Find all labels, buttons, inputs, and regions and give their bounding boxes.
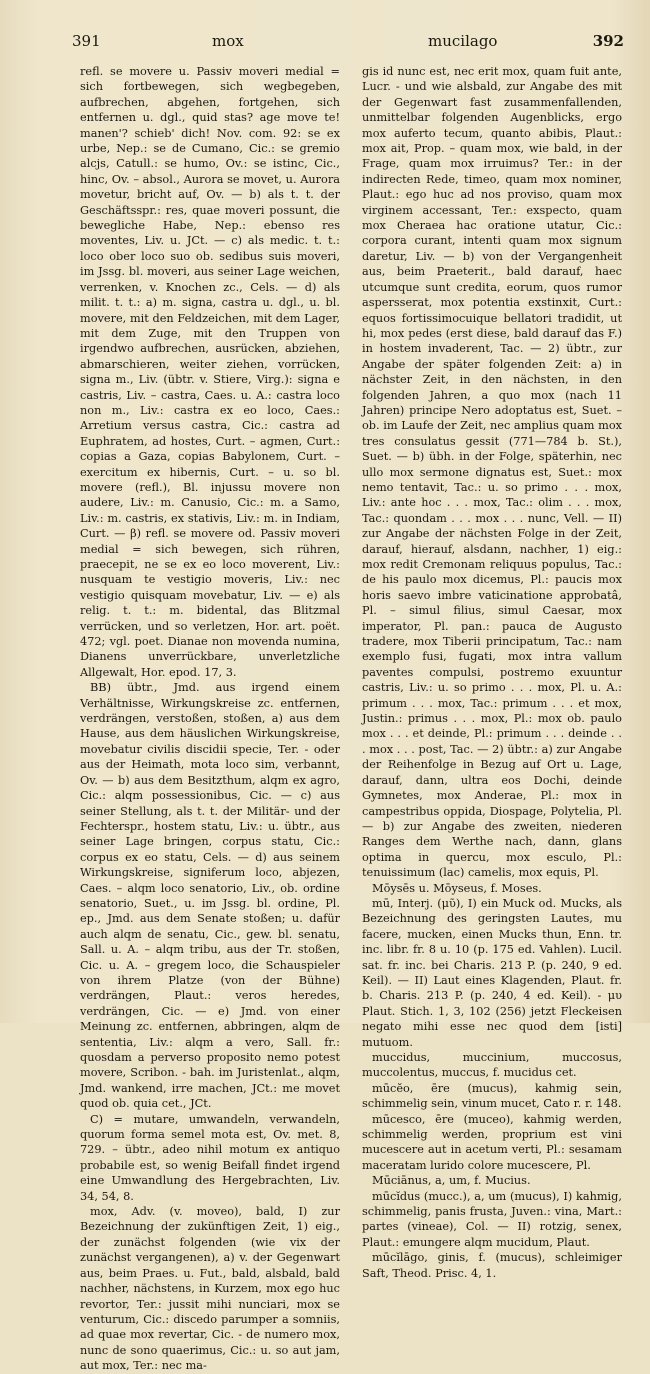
entry-mucidus: mūcĭdus (mucc.), a, um (mucus), I) kahmig, schimmelig, panis frusta, Juven.: vina, Mart.: partes (vineae), Col. — II) rotzig, senex, Plaut.: emungere alqm mucidum, Plaut.: [362, 1189, 622, 1249]
page-header: [72, 30, 624, 54]
entry-muceo: mūcĕo, ēre (mucus), kahmig sein, schimmelig sein, vinum mucet, Cato r. r. 148.: [362, 1081, 622, 1111]
entry-mucesco: mūcesco, ēre (muceo), kahmig werden, schimmelig werden, proprium est vini mucescere aut in acetum verti, Pl.: sesamam maceratam lurido colore mucescere, Pl.: [362, 1112, 622, 1172]
entry-continuation: gis id nunc est, nec erit mox, quam fuit ante, Lucr. - und wie alsbald, zur Angabe des mit der Gegenwart fast zusammenfallenden, unmittelbar folgenden Augenblicks, ergo mox auferto tecum, quanto abibis, Plaut.: mox ait, Prop. – quam mox, wie bald, in der Frage, quam mox irruimus? Ter.: in der indirecten Rede, timeo, quam mox nominer, Plaut.: ego huc ad nos proviso, quam mox virginem accessant, Ter.: exspecto, quam mox Cheraea hac oratione utatur, Cic.: corpora curant, intenti quam mox signum daretur, Liv. — b) von der Vergangenheit aus, beim Praeterit., bald darauf, haec utcumque sunt credita, eorum, quos rumor aspersserat, mox potentia exstinxit, Curt.: equos fortissimocuique bellatori tradidit, ut hi, mox pedes (erst diese, bald darauf das F.) in hostem invaderent, Tac. — 2) übtr., zur Angabe der später folgenden Zeit: a) in nächster Zeit, in den nächsten, in den folgenden Jahren, a quo mox (nach 11 Jahren) principe Nero adoptatus est, Suet. – ob. im Laufe der Zeit, nec amplius quam mox tres consulatus gessit (771—784 b. St.), Suet. — b) übh. in der Folge, späterhin, nec ullo mox sermone dignatus est, Suet.: mox nemo tentavit, Tac.: u. so primo . . . mox, Liv.: ante hoc . . . mox, Tac.: olim . . . mox, Tac.: quondam . . . mox . . . nunc, Vell. — II) zur Angabe der nächsten Folge in der Zeit, darauf, hierauf, alsdann, nachher, 1) eig.: mox redit Cremonam reliquus populus, Tac.: de his paulo mox dicemus, Pl.: paucis mox horis saevo imbre vaticinatione approbatâ, Pl. – simul filius, simul Caesar, mox imperator, Pl. pan.: pauca de Augusto tradere, mox Tiberii principatum, Tac.: nam exemplo fusi, fugati, mox intra vallum paventes compulsi, postremo exuuntur castris, Liv.: u. so primo . . . mox, Pl. u. A.: primum . . . mox, Tac.: primum . . . et mox, Justin.: primus . . . mox, Pl.: mox ob. paulo mox . . . et deinde, Pl.: primum . . . deinde . . . mox . . . post, Tac. — 2) übtr.: a) zur Angabe der Reihenfolge in Bezug auf Ort u. Lage, darauf, dann, ultra eos Dochi, deinde Gymnetes, mox Anderae, Pl.: mox in campestribus oppida, Diospage, Polytelia, Pl. — b) zur Angabe des zweiten, niederen Ranges dem Werthe nach, dann, glans optima in quercu, mox esculo, Pl.: tenuissimum (lac) camelis, mox equis, Pl.: [362, 65, 622, 880]
entry-muccidus: muccidus, muccinium, muccosus, muccolentus, muccus, f. mucidus cet.: [362, 1051, 622, 1080]
entry-paragraph: C) = mutare, umwandeln, verwandeln, quorum forma semel mota est, Ov. met. 8, 729. – übtr., adeo nihil motum ex antiquo probabile est, so wenig Beifall findet irgend eine Umwandlung des Hergebrachten, Liv. 34, 54, 8.: [80, 1112, 340, 1203]
page-number-right: 392: [592, 32, 624, 50]
right-column: [362, 64, 622, 1280]
entry-mucianus: Mūciānus, a, um, f. Mucius.: [372, 1174, 531, 1188]
entry-mox: mox, Adv. (v. moveo), bald, I) zur Bezeichnung der zukünftigen Zeit, 1) eig., der zunächst folgenden (wie vix der zunächst vergangenen), a) v. der Gegenwart aus, beim Praes. u. Fut., bald, alsbald, bald nachher, nächstens, in Kurzem, mox ego huc revortor, Ter.: jussit mihi nunciari, mox se venturum, Cic.: discedo parumper a somniis, ad quae mox revertar, Cic. - de numero mox, nunc de sono quaerimus, Cic.: u. so aut jam, aut mox, Ter.: nec ma-: [80, 1205, 340, 1373]
left-column: [80, 64, 340, 1373]
entry-continuation: refl. se movere u. Passiv moveri medial = sich fortbewegen, sich wegbegeben, aufbrechen, abgehen, fortgehen, sich entfernen u. dgl., quid stas? age move te! manen'? schieb' dich! Nov. com. 92: se ex urbe, Nep.: se de Cumano, Cic.: se gremio alcjs, Catull.: se humo, Ov.: se istinc, Cic., hinc, Ov. – absol., Aurora se movet, u. Aurora movetur, bricht auf, Ov. — b) als t. t. der Geschäftsspr.: res, quae moveri possunt, die bewegliche Habe, Nep.: ebenso res moventes, Liv. u. JCt. — c) als medic. t. t.: loco ober loco suo ob. sedibus suis moveri, im Jssg. bl. moveri, aus seiner Lage weichen, verrenken, v. Knochen zc., Cels. — d) als milit. t. t.: a) m. signa, castra u. dgl., u. bl. movere, mit den Feldzeichen, mit dem Lager, mit dem Zuge, mit den Truppen von irgendwo aufbrechen, ausrücken, abziehen, abmarschieren, weiter ziehen, vorrücken, signa m., Liv. (übtr. v. Stiere, Virg.): signa e castris, Liv. – castra, Caes. u. A.: castra loco non m., Liv.: castra ex eo loco, Caes.: Arretium versus castra, Cic.: castra ad Euphratem, ad hostes, Curt. – agmen, Curt.: copias a Gaza, copias Babylonem, Curt. – exercitum ex hibernis, Curt. – u. so bl. movere (refl.), Bl. injussu movere non audere, Liv.: m. Canusio, Cic.: m. a Samo, Liv.: m. castris, ex stativis, Liv.: m. in Indiam, Curt. — β) refl. se movere od. Passiv moveri medial = sich bewegen, sich rühren, praecepit, ne se ex eo loco moverent, Liv.: nusquam te vestigio moveris, Liv.: nec vestigio quisquam movebatur, Liv. — e) als relig. t. t.: m. bidental, das Blitzmal verrücken, und so verletzen, Hor. art. poët. 472; vgl. poet. Dianae non movenda numina, Dianens unverrückbare, unverletzliche Allgewalt, Hor. epod. 17, 3.: [80, 65, 340, 679]
entry-paragraph: BB) übtr., Jmd. aus irgend einem Verhältnisse, Wirkungskreise zc. entfernen, verdrängen, verstoßen, stoßen, a) aus dem Hause, aus dem häuslichen Wirkungskreise, movebatur civilis discidii specie, Ter. - oder aus der Heimath, mota loco sim, verbannt, Ov. — b) aus dem Besitzthum, alqm ex agro, Cic.: alqm possessionibus, Cic. — c) aus seiner Stellung, als t. t. der Militär- und der Fechterspr., hostem statu, Liv.: u. übtr., aus seiner Lage bringen, corpus statu, Cic.: corpus ex eo statu, Cels. — d) aus seinem Wirkungskreise, signiferum loco, abjezen, Caes. – alqm loco senatorio, Liv., ob. ordine senatorio, Suet., u. im Jssg. bl. ordine, Pl. ep., Jmd. aus dem Senate stoßen; u. dafür auch alqm de senatu, Cic., gew. bl. senatu, Sall. u. A. – alqm tribu, aus der Tr. stoßen, Cic. u. A. – gregem loco, die Schauspieler von ihrem Platze (von der Bühne) verdrängen, Plaut.: veros heredes, verdrängen, Cic. — e) Jmd. von einer Meinung zc. entfernen, abbringen, alqm de sententia, Liv.: alqm a vero, Sall. fr.: quosdam a perverso proposito nemo potest movere, Scribon. - bah. im Juristenlat., alqm, Jmd. wankend, irre machen, JCt.: me movet quod ob. quia cet., JCt.: [80, 681, 340, 1111]
entry-mu: mū, Interj. (μῦ), I) ein Muck od. Mucks, als Bezeichnung des geringsten Lautes, mu facere, mucken, einen Mucks thun, Enn. tr. inc. libr. fr. 8 u. 10 (p. 175 ed. Vahlen). Lucil. sat. fr. inc. bei Charis. 213 P. (p. 240, 9 ed. Keil). — II) Laut eines Klagenden, Plaut. fr. b. Charis. 213 P. (p. 240, 4 ed. Keil). - μυ Plaut. Stich. 1, 3, 102 (256) jetzt Fleckeisen negato mihi esse nec quod dem [isti] mutuom.: [362, 896, 622, 1049]
running-headword-left: mox: [212, 32, 244, 50]
page-number-left: 391: [72, 32, 101, 50]
entry-moyses: Mōysēs u. Mōyseus, f. Moses.: [372, 881, 542, 895]
entry-mucilago: mūcĭlāgo, ginis, f. (mucus), schleimiger Saft, Theod. Prisc. 4, 1.: [362, 1251, 622, 1280]
running-headword-right: mucilago: [428, 32, 498, 50]
